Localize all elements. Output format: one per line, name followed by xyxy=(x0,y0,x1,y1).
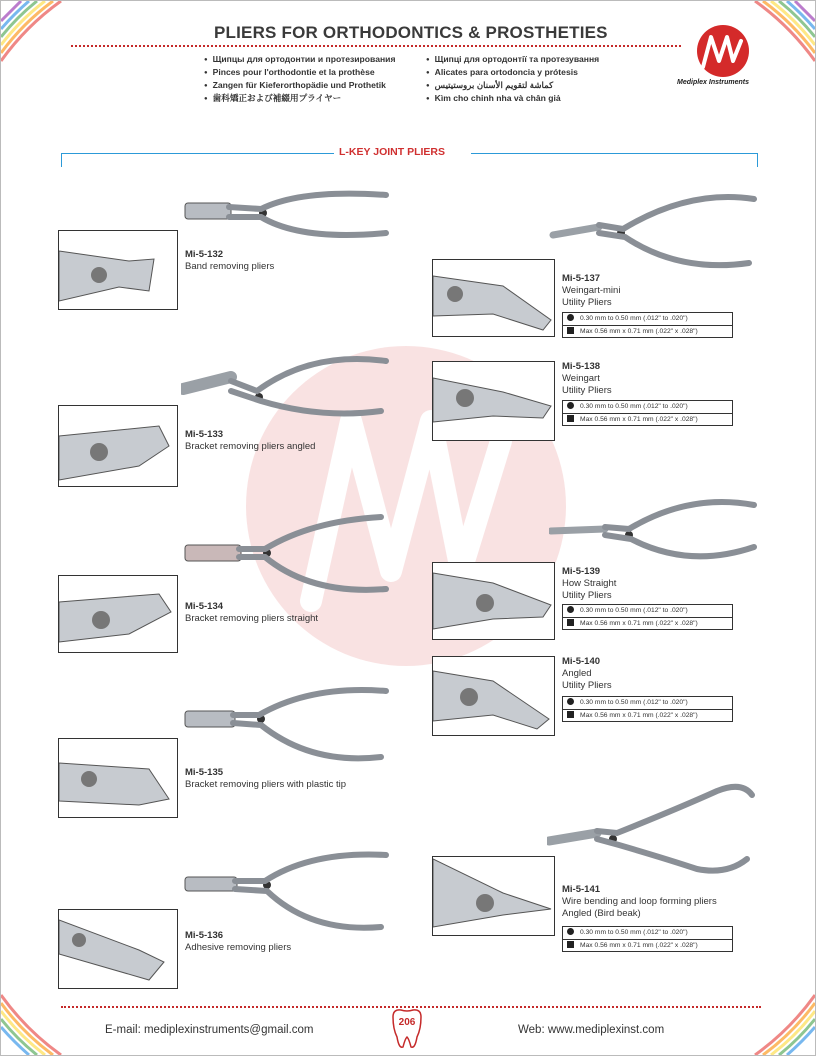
section-bracket-left-line xyxy=(61,153,336,154)
product-description-line: Weingart xyxy=(562,373,600,384)
product-closeup-mi-5-141 xyxy=(432,856,555,936)
spec-row-wire-round xyxy=(563,697,732,709)
product-closeup-mi-5-135 xyxy=(58,738,178,818)
product-image-mi-5-139 xyxy=(549,491,759,571)
product-closeup-mi-5-137 xyxy=(432,259,555,337)
language-list-left xyxy=(204,53,395,105)
product-image-mi-5-136 xyxy=(181,847,391,933)
product-description-line: Utility Pliers xyxy=(562,589,612,601)
rectangular-wire-icon xyxy=(567,941,574,948)
round-wire-icon xyxy=(567,698,574,705)
product-closeup-mi-5-138 xyxy=(432,361,555,441)
spec-box xyxy=(562,696,733,722)
footer-website[interactable]: Web: www.mediplexinst.com xyxy=(518,1024,665,1036)
section-bracket-right-line xyxy=(471,153,758,154)
spec-row-wire-round xyxy=(563,401,732,413)
spec-value: Max 0.56 mm x 0.71 mm (.022" x .028") xyxy=(580,328,698,335)
language-item: ● Alicates para ortodoncia y prótesis xyxy=(426,66,599,79)
spec-value: 0.30 mm to 0.50 mm (.012" to .020") xyxy=(580,607,688,614)
header-divider xyxy=(71,45,681,47)
product-image-mi-5-134 xyxy=(181,511,391,595)
spec-value: 0.30 mm to 0.50 mm (.012" to .020") xyxy=(580,403,688,410)
round-wire-icon xyxy=(567,928,574,935)
spec-value: Max 0.56 mm x 0.71 mm (.022" x .028") xyxy=(580,712,698,719)
spec-row-wire-round xyxy=(563,313,732,325)
language-item: ● Kìm cho chỉnh nha và chân giả xyxy=(426,92,599,105)
section-bracket-left-tick xyxy=(61,153,62,167)
section-bracket-right-tick xyxy=(757,153,758,167)
footer-email[interactable]: E-mail: mediplexinstruments@gmail.com xyxy=(105,1024,314,1036)
spec-value: 0.30 mm to 0.50 mm (.012" to .020") xyxy=(580,929,688,936)
product-closeup-mi-5-133 xyxy=(58,405,178,487)
language-item: ● Щипці для ортодонтії та протезування xyxy=(426,53,599,66)
product-code: Mi-5-138 xyxy=(562,361,601,372)
product-code: Mi-5-132 xyxy=(185,249,224,260)
language-list-right xyxy=(426,53,599,105)
product-code: Mi-5-133 xyxy=(185,429,224,440)
spec-row-wire-round xyxy=(563,605,732,617)
product-image-mi-5-132 xyxy=(181,183,391,245)
product-code: Mi-5-140 xyxy=(562,656,601,667)
product-description: Bracket removing pliers with plastic tip xyxy=(185,779,347,790)
round-wire-icon xyxy=(567,402,574,409)
page-title: PLIERS FOR ORTHODONTICS & PROSTHETIES xyxy=(214,23,608,42)
page-number: 206 xyxy=(398,1017,416,1028)
product-description-line: Angled (Bird beak) xyxy=(562,907,641,919)
product-code: Mi-5-135 xyxy=(185,767,224,778)
round-wire-icon xyxy=(567,314,574,321)
language-item: ● كماشة لتقويم الأسنان بروستيتيس xyxy=(426,79,599,92)
language-item: ● Щипцы для ортодонтии и протезирования xyxy=(204,53,395,66)
rainbow-corner-bottom-left xyxy=(1,985,71,1055)
product-closeup-mi-5-140 xyxy=(432,656,555,736)
product-closeup-mi-5-136 xyxy=(58,909,178,989)
spec-row-wire-rect xyxy=(563,617,732,629)
product-code: Mi-5-141 xyxy=(562,884,601,895)
section-title: L-KEY JOINT PLIERS xyxy=(334,146,450,158)
spec-value: Max 0.56 mm x 0.71 mm (.022" x .028") xyxy=(580,416,698,423)
tooth-icon xyxy=(387,1007,427,1051)
spec-box xyxy=(562,400,733,426)
product-code: Mi-5-137 xyxy=(562,273,601,284)
product-description-line: Weingart-mini xyxy=(562,285,621,296)
round-wire-icon xyxy=(567,606,574,613)
logo-text: Mediplex Instruments xyxy=(677,79,749,86)
product-description-line: Utility Pliers xyxy=(562,679,612,691)
spec-row-wire-rect xyxy=(563,325,732,337)
product-code: Mi-5-139 xyxy=(562,566,601,577)
rainbow-corner-bottom-right xyxy=(745,985,815,1055)
product-description xyxy=(562,668,612,691)
product-description-line: How Straight xyxy=(562,578,617,589)
spec-row-wire-rect xyxy=(563,413,732,425)
product-image-mi-5-141 xyxy=(547,779,759,875)
spec-row-wire-round xyxy=(563,927,732,939)
product-description-line: Angled xyxy=(562,668,592,679)
product-code: Mi-5-136 xyxy=(185,930,224,941)
spec-box xyxy=(562,926,733,952)
product-description xyxy=(562,578,616,601)
rectangular-wire-icon xyxy=(567,619,574,626)
product-description: Bracket removing pliers angled xyxy=(185,441,316,452)
product-description xyxy=(562,896,717,919)
product-description xyxy=(562,285,620,308)
language-item: ● Pinces pour l'orthodontie et la prothèse xyxy=(204,66,395,79)
product-closeup-mi-5-139 xyxy=(432,562,555,640)
spec-value: 0.30 mm to 0.50 mm (.012" to .020") xyxy=(580,699,688,706)
rectangular-wire-icon xyxy=(567,327,574,334)
product-description: Adhesive removing pliers xyxy=(185,942,292,953)
product-image-mi-5-135 xyxy=(181,681,391,765)
rectangular-wire-icon xyxy=(567,415,574,422)
product-description-line: Utility Pliers xyxy=(562,384,612,396)
spec-value: Max 0.56 mm x 0.71 mm (.022" x .028") xyxy=(580,620,698,627)
product-closeup-mi-5-132 xyxy=(58,230,178,310)
spec-value: 0.30 mm to 0.50 mm (.012" to .020") xyxy=(580,315,688,322)
product-closeup-mi-5-134 xyxy=(58,575,178,653)
product-description: Bracket removing pliers straight xyxy=(185,613,319,624)
rectangular-wire-icon xyxy=(567,711,574,718)
language-item: ● Zangen für Kieferorthopädie und Prothetik xyxy=(204,79,395,92)
product-description xyxy=(562,373,612,396)
language-item: ● 歯科矯正および補綴用プライヤー xyxy=(204,92,395,105)
product-code: Mi-5-134 xyxy=(185,601,224,612)
spec-row-wire-rect xyxy=(563,939,732,951)
rainbow-corner-top-left xyxy=(1,1,71,71)
spec-box xyxy=(562,604,733,630)
product-description-line: Utility Pliers xyxy=(562,296,612,308)
product-image-mi-5-133 xyxy=(181,341,391,423)
spec-row-wire-rect xyxy=(563,709,732,721)
spec-box xyxy=(562,312,733,338)
product-description: Band removing pliers xyxy=(185,261,275,272)
product-description-line: Wire bending and loop forming pliers xyxy=(562,896,717,907)
product-image-mi-5-137 xyxy=(549,183,759,273)
spec-value: Max 0.56 mm x 0.71 mm (.022" x .028") xyxy=(580,942,698,949)
